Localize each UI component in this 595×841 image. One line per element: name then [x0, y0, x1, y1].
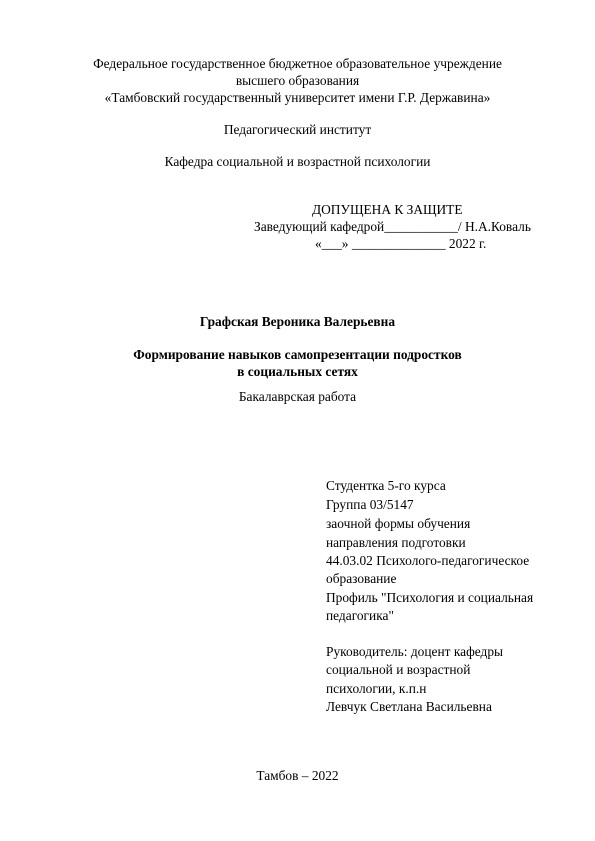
institute-name: Педагогический институт: [223, 122, 372, 137]
author-name: Графская Вероника Валерьевна: [199, 314, 396, 329]
department-name: Кафедра социальной и возрастной психологии: [164, 154, 431, 169]
city-year-footer: Тамбов – 2022: [256, 768, 339, 783]
university-header-line-3: «Тамбовский государственный университет имени Г.Р. Державина»: [104, 90, 491, 105]
student-info-line: 44.03.02 Психолого-педагогическое: [326, 553, 530, 568]
supervisor-info-line: психологии, к.п.н: [326, 681, 427, 696]
student-info-line: образование: [326, 571, 397, 586]
supervisor-info-line: социальной и возрастной: [326, 662, 471, 677]
university-header-line-2: высшего образования: [235, 73, 360, 88]
approval-title: ДОПУЩЕНА К ЗАЩИТЕ: [312, 202, 463, 217]
student-info-line: педагогика": [326, 608, 394, 623]
supervisor-info-line: Левчук Светлана Васильевна: [326, 699, 492, 714]
student-info-line: направления подготовки: [326, 535, 466, 550]
university-header-line-1: Федеральное государственное бюджетное образовательное учреждение: [93, 56, 502, 71]
student-info-line: Профиль "Психология и социальная: [326, 590, 534, 605]
approval-head-line: Заведующий кафедрой___________/ Н.А.Коваль: [254, 219, 531, 234]
thesis-title-line-2: в социальных сетях: [237, 364, 358, 379]
student-info-line: Студентка 5-го курса: [326, 478, 446, 493]
work-type: Бакалаврская работа: [238, 389, 357, 404]
thesis-title-line-1: Формирование навыков самопрезентации подростков: [133, 347, 462, 362]
student-info-line: Группа 03/5147: [326, 497, 414, 512]
approval-date-line: «___» ______________ 2022 г.: [315, 236, 487, 251]
student-info-line: заочной формы обучения: [326, 516, 471, 531]
supervisor-info-line: Руководитель: доцент кафедры: [326, 644, 504, 659]
